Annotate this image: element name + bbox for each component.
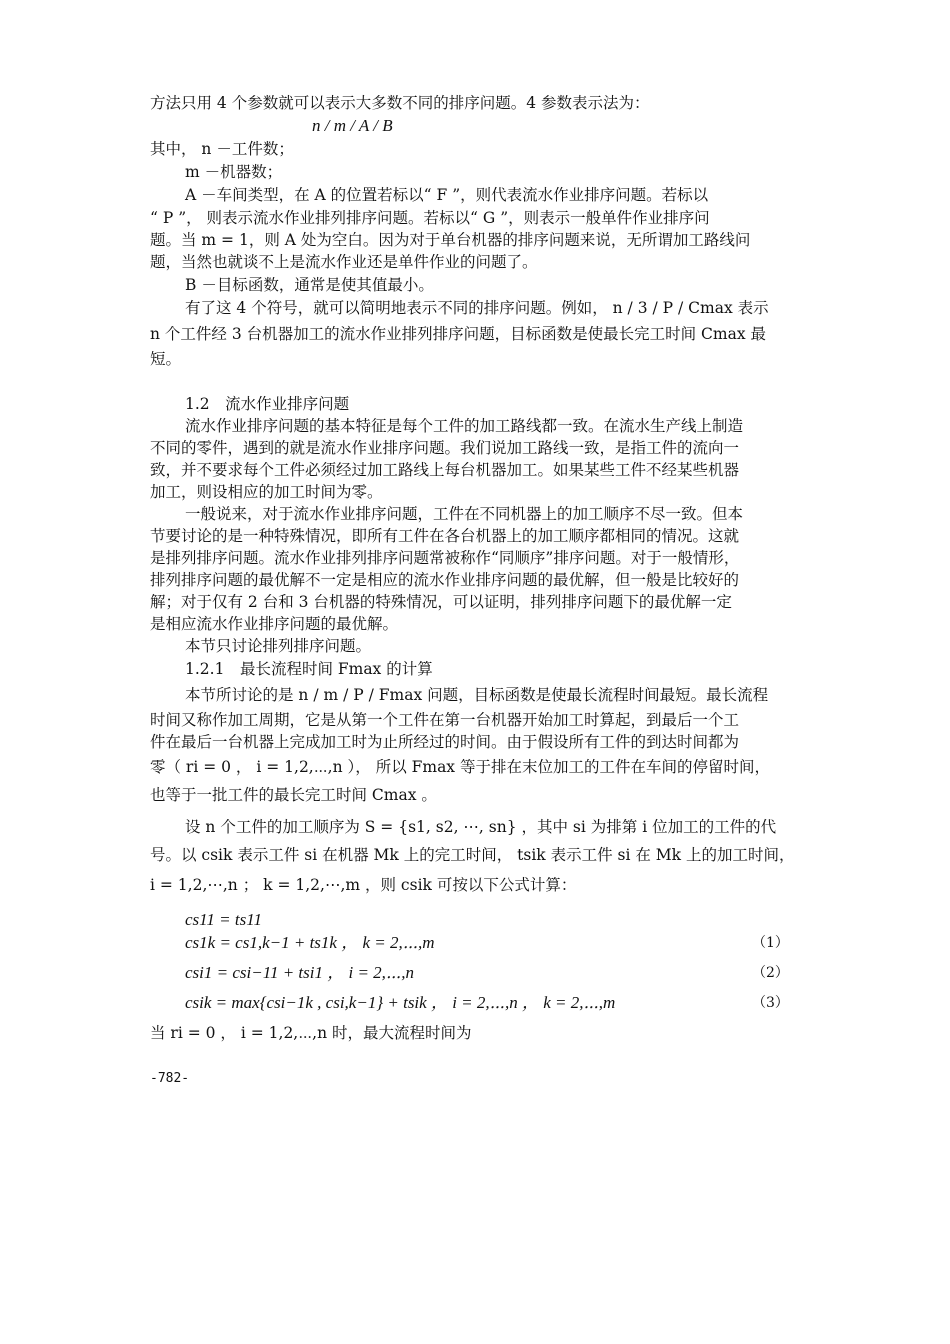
- equation: cs11 = ts11: [185, 910, 262, 929]
- paragraph-line: 设 n 个工件的加工顺序为 S = {s1, s2, ⋯, sn} ，其中 si 为排第 i 位加工的工件的代: [185, 818, 777, 836]
- paragraph-line: 流水作业排序问题的基本特征是每个工件的加工路线都一致。在流水生产线上制造: [185, 417, 744, 435]
- page-number: -782-: [150, 1071, 190, 1086]
- equation-number: （3）: [752, 995, 789, 1011]
- equation: csi1 = csi−11 + tsi1 ， i = 2,⋯,n: [185, 963, 414, 982]
- paragraph-line: 其中， n －工件数；: [150, 140, 294, 158]
- paragraph-line: 不同的零件，遇到的就是流水作业排序问题。我们说加工路线一致，是指工件的流向一: [150, 439, 740, 457]
- paragraph-line: 致，并不要求每个工件必须经过加工路线上每台机器加工。如果某些工件不经某些机器: [150, 461, 740, 479]
- paragraph-line: 当 ri = 0 ， i = 1,2,⋯,n 时，最大流程时间为: [150, 1024, 472, 1042]
- equation-number: （2）: [752, 965, 789, 981]
- paragraph-line: 题，当然也就谈不上是流水作业还是单件作业的问题了。: [150, 253, 538, 271]
- section-heading: 1.2 流水作业排序问题: [185, 395, 350, 413]
- paragraph-line: 有了这 4 个符号，就可以简明地表示不同的排序问题。例如， n / 3 / P / Cmax 表示: [185, 299, 769, 317]
- paragraph-line: n 个工件经 3 台机器加工的流水作业排列排序问题，目标函数是使最长完工时间 Cmax 最: [150, 325, 767, 343]
- subsection-heading: 1.2.1 最长流程时间 Fmax 的计算: [185, 660, 433, 678]
- paragraph-line: 解；对于仅有 2 台和 3 台机器的特殊情况，可以证明，排列排序问题下的最优解一定: [150, 593, 732, 611]
- paragraph-line: 方法只用 4 个参数就可以表示大多数不同的排序问题。4 参数表示法为：: [150, 94, 650, 112]
- paragraph-line: 一般说来，对于流水作业排序问题，工件在不同机器上的加工顺序不尽一致。但本: [185, 505, 744, 523]
- equation-number: （1）: [752, 935, 789, 951]
- paragraph-line: A －车间类型，在 A 的位置若标以“ F ”，则代表流水作业排序问题。若标以: [185, 186, 709, 204]
- paragraph-line: 是相应流水作业排序问题的最优解。: [150, 615, 399, 633]
- paragraph-line: 题。当 m = 1，则 A 处为空白。因为对于单台机器的排序问题来说，无所谓加工路线问: [150, 231, 751, 249]
- paragraph-line: m －机器数；: [185, 163, 283, 181]
- paragraph-line: 加工，则设相应的加工时间为零。: [150, 483, 383, 501]
- paragraph-line: 也等于一批工件的最长完工时间 Cmax 。: [150, 786, 437, 804]
- paragraph-line: 短。: [150, 350, 182, 368]
- paragraph-line: 本节所讨论的是 n / m / P / Fmax 问题，目标函数是使最长流程时间最短。最长流程: [185, 686, 769, 704]
- equation: cs1k = cs1,k−1 + ts1k ， k = 2,⋯,m: [185, 933, 435, 952]
- equation: csik = max{csi−1k , csi,k−1} + tsik ， i = 2,⋯,n ， k = 2,⋯,m: [185, 993, 616, 1012]
- paragraph-line: 排列排序问题的最优解不一定是相应的流水作业排序问题的最优解，但一般是比较好的: [150, 571, 740, 589]
- paragraph-line: 时间又称作加工周期，它是从第一个工件在第一台机器开始加工时算起，到最后一个工: [150, 711, 740, 729]
- paragraph-line: 本节只讨论排列排序问题。: [185, 637, 372, 655]
- paragraph-line: 节要讨论的是一种特殊情况，即所有工件在各台机器上的加工顺序都相同的情况。这就: [150, 527, 740, 545]
- paragraph-line: 号。以 csik 表示工件 si 在机器 Mk 上的完工时间， tsik 表示工件 si 在 Mk 上的加工时间，: [150, 846, 795, 864]
- paragraph-line: i = 1,2,⋯,n ； k = 1,2,⋯,m ，则 csik 可按以下公式计算：: [150, 876, 577, 894]
- formula-main: n / m / A / B: [312, 116, 393, 135]
- paragraph-line: “ P ”， 则表示流水作业排列排序问题。若标以“ G ”，则表示一般单件作业排序问: [150, 209, 710, 227]
- paragraph-line: 零（ ri = 0 ， i = 1,2,⋯,n ）， 所以 Fmax 等于排在末位加工的工件在车间的停留时间，: [150, 758, 770, 776]
- paragraph-line: 是排列排序问题。流水作业排列排序问题常被称作“同顺序”排序问题。对于一般情形，: [150, 549, 740, 567]
- paragraph-line: 件在最后一台机器上完成加工时为止所经过的时间。由于假设所有工件的到达时间都为: [150, 733, 740, 751]
- paragraph-line: B －目标函数，通常是使其值最小。: [185, 276, 434, 294]
